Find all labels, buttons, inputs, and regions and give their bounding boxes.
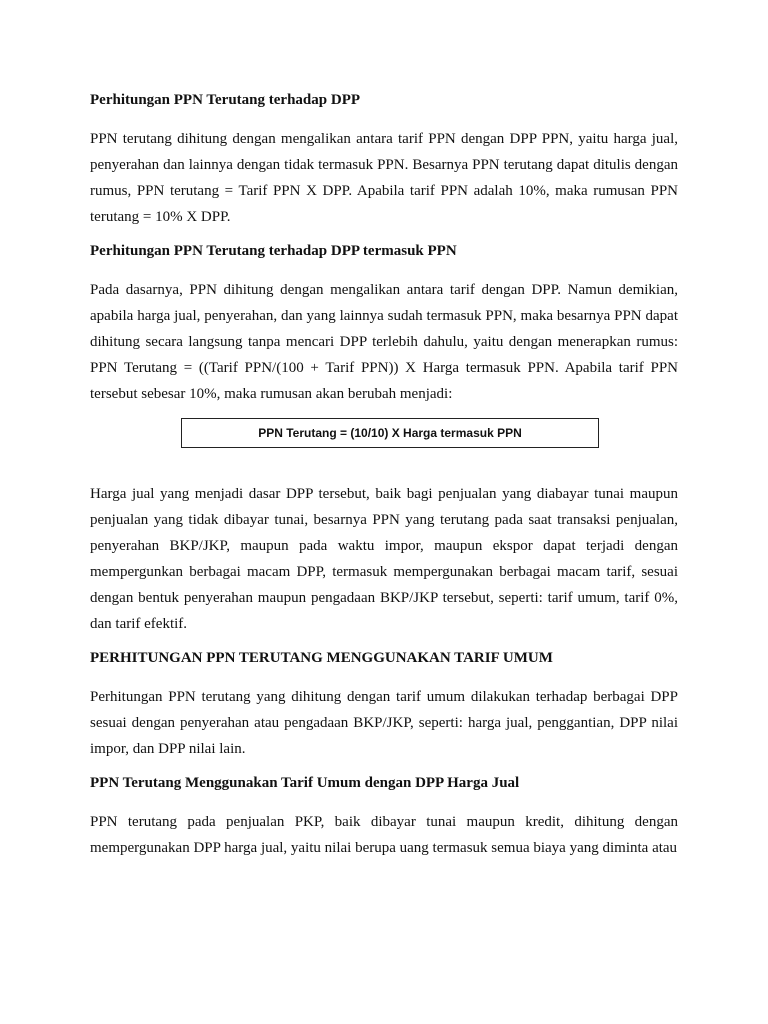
paragraph: PPN terutang dihitung dengan mengalikan antara tarif PPN dengan DPP PPN, yaitu harga jual, penyerahan dan lainnya dengan tidak termasuk PPN. Besarnya PPN terutang dapat ditulis dengan rumus, PPN terutang = Tarif PPN X DPP. Apabila tarif PPN adalah 10%, maka rumusan PPN terutang = 10% X DPP. <box>90 131 678 225</box>
section-heading: Perhitungan PPN Terutang terhadap DPP <box>90 92 361 108</box>
section-heading: Perhitungan PPN Terutang terhadap DPP termasuk PPN <box>90 243 457 259</box>
paragraph: Perhitungan PPN terutang yang dihitung dengan tarif umum dilakukan terhadap berbagai DPP sesuai dengan penyerahan atau pengadaan BKP/JKP, seperti: harga jual, penggantian, DPP nilai impor, dan DPP nilai lain. <box>90 689 678 757</box>
paragraph: PPN terutang pada penjualan PKP, baik dibayar tunai maupun kredit, dihitung dengan mempergunakan DPP harga jual, yaitu nilai berupa uang termasuk semua biaya yang diminta atau <box>90 814 678 856</box>
section-heading: PERHITUNGAN PPN TERUTANG MENGGUNAKAN TARIF UMUM <box>90 650 553 666</box>
section-heading: PPN Terutang Menggunakan Tarif Umum dengan DPP Harga Jual <box>90 775 520 791</box>
formula-box: PPN Terutang = (10/10) X Harga termasuk PPN <box>181 418 599 448</box>
paragraph: Pada dasarnya, PPN dihitung dengan mengalikan antara tarif dengan DPP. Namun demikian, apabila harga jual, penyerahan, dan yang lainnya sudah termasuk PPN, maka besarnya PPN dapat dihitung secara langsung tanpa mencari DPP terlebih dahulu, yaitu dengan menerapkan rumus: PPN Terutang = ((Tarif PPN/(100 + Tarif PPN)) X Harga termasuk PPN. Apabila tarif PPN tersebut sebesar 10%, maka rumusan akan berubah menjadi: <box>90 282 678 402</box>
formula-container <box>90 418 678 448</box>
document-body <box>90 90 678 872</box>
paragraph: Harga jual yang menjadi dasar DPP tersebut, baik bagi penjualan yang diabayar tunai maupun penjualan yang tidak dibayar tunai, besarnya PPN yang terutang pada saat transaksi penjualan, penyerahan BKP/JKP, maupun pada waktu impor, maupun ekspor dapat terjadi dengan mempergunkan berbagai macam DPP, termasuk mempergunakan berbagai macam tarif, sesuai dengan bentuk penyerahan maupun pengadaan BKP/JKP tersebut, seperti: tarif umum, tarif 0%, dan tarif efektif. <box>90 486 678 632</box>
